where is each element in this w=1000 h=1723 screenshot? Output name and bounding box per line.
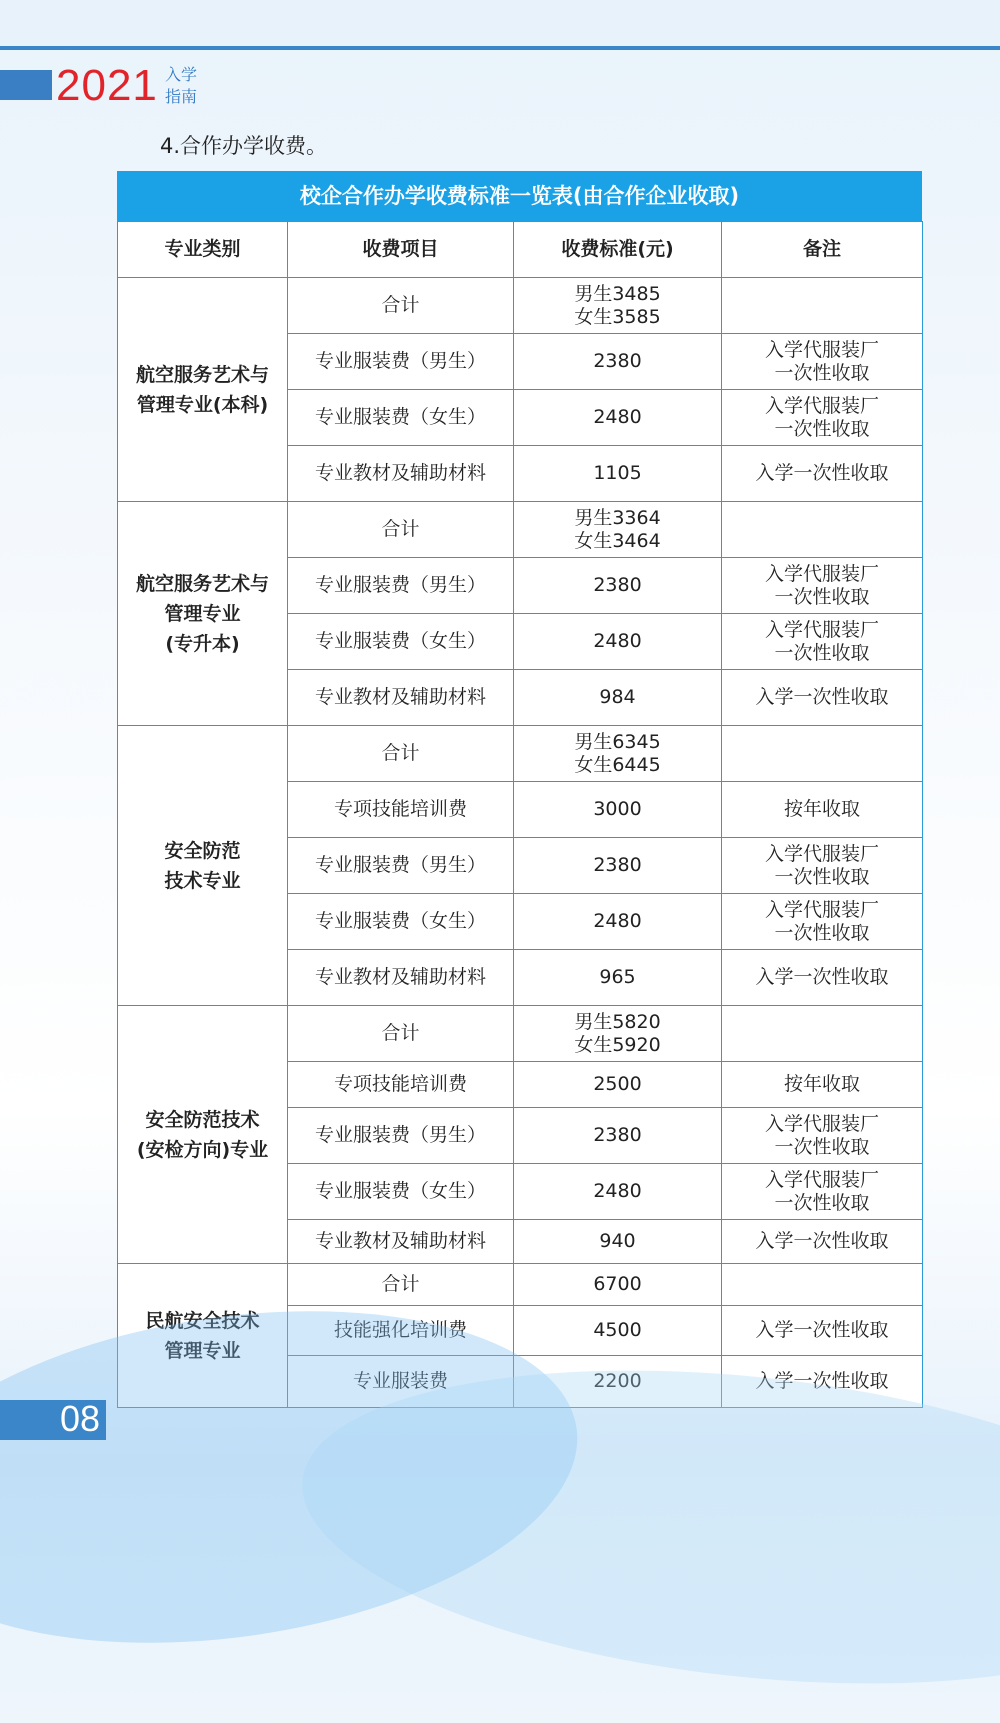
item-cell: 合计	[288, 1264, 514, 1306]
item-cell: 专业教材及辅助材料	[288, 950, 514, 1006]
note-cell: 入学代服装厂 一次性收取	[722, 614, 923, 670]
fee-table	[117, 221, 923, 1408]
header-fee: 收费标准(元)	[514, 222, 722, 278]
fee-cell: 6700	[514, 1264, 722, 1306]
item-cell: 专项技能培训费	[288, 782, 514, 838]
item-cell: 合计	[288, 726, 514, 782]
note-cell: 入学一次性收取	[722, 1306, 923, 1356]
fee-cell: 男生5820 女生5920	[514, 1006, 722, 1062]
fee-cell: 2380	[514, 838, 722, 894]
fee-cell: 2200	[514, 1356, 722, 1408]
fee-cell: 940	[514, 1220, 722, 1264]
item-cell: 专业教材及辅助材料	[288, 446, 514, 502]
note-cell	[722, 502, 923, 558]
note-cell: 入学一次性收取	[722, 950, 923, 1006]
table-row	[118, 502, 923, 558]
category-cell: 航空服务艺术与 管理专业(本科)	[118, 278, 288, 502]
item-cell: 合计	[288, 1006, 514, 1062]
category-cell: 航空服务艺术与 管理专业 (专升本)	[118, 502, 288, 726]
note-cell	[722, 1264, 923, 1306]
note-cell: 入学一次性收取	[722, 670, 923, 726]
fee-cell: 2480	[514, 894, 722, 950]
note-cell	[722, 726, 923, 782]
item-cell: 专业教材及辅助材料	[288, 670, 514, 726]
fee-cell: 男生3485 女生3585	[514, 278, 722, 334]
top-band	[0, 0, 1000, 46]
fee-cell: 2480	[514, 390, 722, 446]
top-divider	[0, 46, 1000, 50]
fee-cell: 2380	[514, 558, 722, 614]
fee-cell: 965	[514, 950, 722, 1006]
note-cell: 入学代服装厂 一次性收取	[722, 894, 923, 950]
item-cell: 专业服装费（女生）	[288, 894, 514, 950]
item-cell: 专项技能培训费	[288, 1062, 514, 1108]
item-cell: 专业服装费	[288, 1356, 514, 1408]
fee-cell: 2380	[514, 334, 722, 390]
note-cell: 入学代服装厂 一次性收取	[722, 390, 923, 446]
item-cell: 合计	[288, 502, 514, 558]
table-row	[118, 1264, 923, 1306]
item-cell: 专业教材及辅助材料	[288, 1220, 514, 1264]
fee-table-container	[117, 171, 922, 1408]
note-cell: 入学代服装厂 一次性收取	[722, 1108, 923, 1164]
table-title: 校企合作办学收费标准一览表(由合作企业收取)	[117, 171, 922, 221]
table-row	[118, 278, 923, 334]
fee-cell: 男生6345 女生6445	[514, 726, 722, 782]
header-subtitle-line1: 入学	[165, 65, 198, 84]
note-cell	[722, 1006, 923, 1062]
item-cell: 专业服装费（女生）	[288, 614, 514, 670]
table-header-row	[118, 222, 923, 278]
note-cell: 入学一次性收取	[722, 1220, 923, 1264]
item-cell: 合计	[288, 278, 514, 334]
fee-cell: 3000	[514, 782, 722, 838]
note-cell: 入学代服装厂 一次性收取	[722, 558, 923, 614]
category-cell: 民航安全技术 管理专业	[118, 1264, 288, 1408]
fee-cell: 2500	[514, 1062, 722, 1108]
header-item: 收费项目	[288, 222, 514, 278]
header-category: 专业类别	[118, 222, 288, 278]
table-row	[118, 1006, 923, 1062]
fee-cell: 2480	[514, 1164, 722, 1220]
category-cell: 安全防范 技术专业	[118, 726, 288, 1006]
category-cell: 安全防范技术 (安检方向)专业	[118, 1006, 288, 1264]
note-cell: 入学一次性收取	[722, 1356, 923, 1408]
fee-cell: 1105	[514, 446, 722, 502]
note-cell: 入学代服装厂 一次性收取	[722, 1164, 923, 1220]
note-cell: 入学代服装厂 一次性收取	[722, 334, 923, 390]
header-subtitle-line2: 指南	[165, 87, 198, 106]
page-number: 08	[60, 1398, 101, 1439]
note-cell: 入学一次性收取	[722, 446, 923, 502]
item-cell: 技能强化培训费	[288, 1306, 514, 1356]
header-year: 2021	[56, 61, 158, 110]
item-cell: 专业服装费（男生）	[288, 1108, 514, 1164]
table-body	[118, 278, 923, 1408]
fee-cell: 2480	[514, 614, 722, 670]
item-cell: 专业服装费（男生）	[288, 838, 514, 894]
fee-cell: 984	[514, 670, 722, 726]
item-cell: 专业服装费（男生）	[288, 334, 514, 390]
fee-cell: 2380	[514, 1108, 722, 1164]
note-cell: 按年收取	[722, 782, 923, 838]
note-cell: 按年收取	[722, 1062, 923, 1108]
item-cell: 专业服装费（男生）	[288, 558, 514, 614]
note-cell: 入学代服装厂 一次性收取	[722, 838, 923, 894]
fee-cell: 4500	[514, 1306, 722, 1356]
note-cell	[722, 278, 923, 334]
section-title: 4.合作办学收费。	[160, 134, 328, 158]
table-row	[118, 726, 923, 782]
fee-cell: 男生3364 女生3464	[514, 502, 722, 558]
header-accent-bar	[0, 70, 52, 100]
header-note: 备注	[722, 222, 923, 278]
item-cell: 专业服装费（女生）	[288, 1164, 514, 1220]
item-cell: 专业服装费（女生）	[288, 390, 514, 446]
